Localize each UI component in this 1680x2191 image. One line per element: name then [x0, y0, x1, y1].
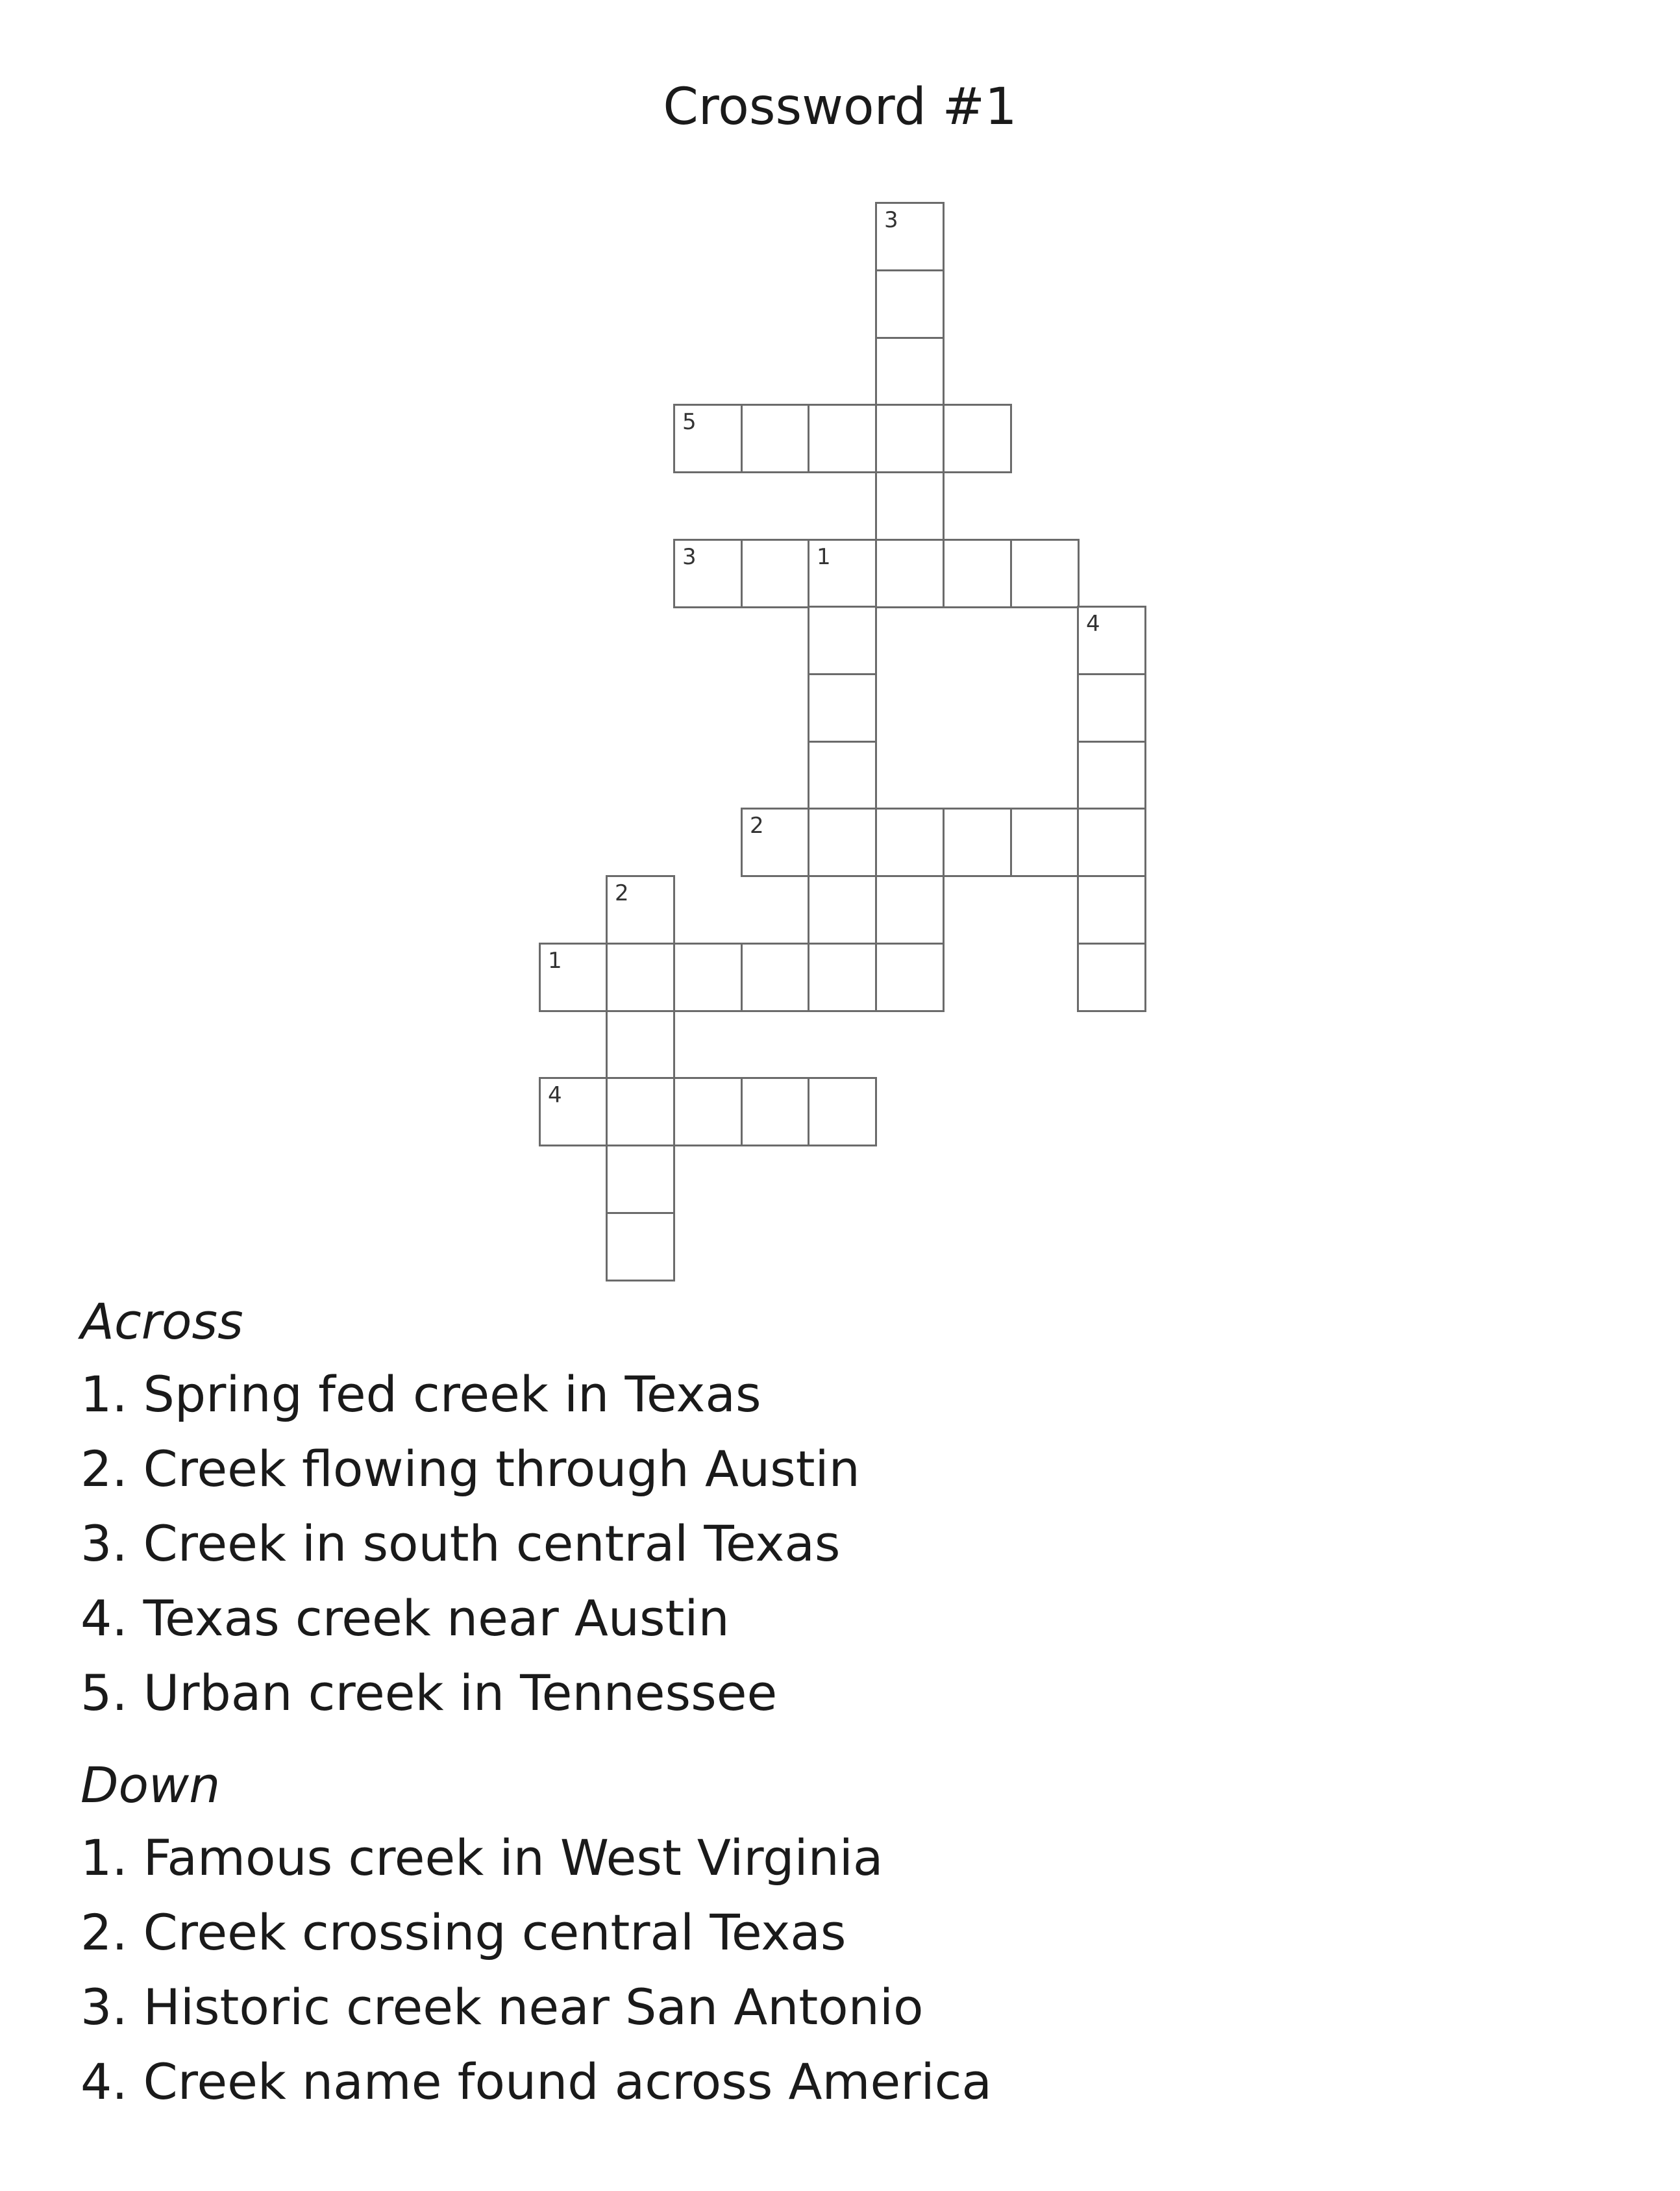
grid-cell[interactable] — [808, 539, 877, 608]
grid-cell[interactable] — [673, 943, 743, 1012]
clue-number: 3 — [884, 207, 898, 233]
across-heading: Across — [80, 1293, 243, 1350]
grid-cell[interactable] — [875, 875, 945, 945]
grid-cell[interactable] — [808, 606, 877, 675]
grid-cell[interactable] — [673, 404, 743, 473]
across-clue: 3. Creek in south central Texas — [80, 1515, 841, 1572]
grid-cell[interactable] — [1077, 606, 1146, 675]
grid-cell[interactable] — [741, 539, 810, 608]
grid-cell[interactable] — [606, 875, 675, 945]
grid-cell[interactable] — [943, 404, 1012, 473]
grid-cell[interactable] — [808, 404, 877, 473]
grid-cell[interactable] — [741, 1077, 810, 1146]
grid-cell[interactable] — [606, 1077, 675, 1146]
down-clues — [80, 1751, 1574, 2119]
grid-cell[interactable] — [875, 539, 945, 608]
grid-cell[interactable] — [808, 875, 877, 945]
grid-cell[interactable] — [1077, 741, 1146, 810]
grid-cell[interactable] — [1077, 673, 1146, 743]
grid-cell[interactable] — [606, 943, 675, 1012]
clue-number: 5 — [682, 409, 697, 435]
down-heading: Down — [80, 1756, 221, 1814]
grid-cell[interactable] — [875, 202, 945, 271]
across-clue: 2. Creek flowing through Austin — [80, 1440, 860, 1498]
grid-cell[interactable] — [673, 1077, 743, 1146]
grid-cell[interactable] — [808, 1077, 877, 1146]
grid-cell[interactable] — [1077, 808, 1146, 877]
down-clue: 3. Historic creek near San Antonio — [80, 1978, 924, 2036]
across-clues — [80, 1287, 1574, 1730]
grid-cell[interactable] — [875, 337, 945, 406]
grid-cell[interactable] — [741, 943, 810, 1012]
grid-cell[interactable] — [741, 404, 810, 473]
down-clue: 2. Creek crossing central Texas — [80, 1903, 846, 1961]
clue-number: 2 — [750, 813, 764, 839]
grid-cell[interactable] — [1010, 539, 1080, 608]
grid-cell[interactable] — [808, 943, 877, 1012]
grid-cell[interactable] — [943, 539, 1012, 608]
grid-cell[interactable] — [943, 808, 1012, 877]
grid-cell[interactable] — [741, 808, 810, 877]
grid-cell[interactable] — [875, 269, 945, 339]
grid-cell[interactable] — [875, 404, 945, 473]
grid-cell[interactable] — [808, 808, 877, 877]
grid-cell[interactable] — [673, 539, 743, 608]
grid-cell[interactable] — [539, 943, 608, 1012]
down-clue: 4. Creek name found across America — [80, 2053, 992, 2111]
grid-cell[interactable] — [539, 1077, 608, 1146]
grid-cell[interactable] — [1077, 943, 1146, 1012]
clue-number: 1 — [817, 544, 831, 570]
grid-cell[interactable] — [606, 1010, 675, 1080]
clue-number: 3 — [682, 544, 697, 570]
across-clue: 4. Texas creek near Austin — [80, 1589, 730, 1647]
grid-cell[interactable] — [808, 673, 877, 743]
grid-cell[interactable] — [808, 741, 877, 810]
clue-number: 2 — [615, 880, 629, 906]
grid-cell[interactable] — [875, 471, 945, 541]
across-clue: 5. Urban creek in Tennessee — [80, 1664, 778, 1722]
grid-cell[interactable] — [1077, 875, 1146, 945]
grid-cell[interactable] — [875, 943, 945, 1012]
down-clue: 1. Famous creek in West Virginia — [80, 1829, 883, 1887]
clue-number: 4 — [1086, 611, 1100, 637]
grid-cell[interactable] — [606, 1145, 675, 1214]
page-title: Crossword #1 — [663, 78, 1017, 136]
grid-cell[interactable] — [875, 808, 945, 877]
grid-cell[interactable] — [1010, 808, 1080, 877]
across-clue: 1. Spring fed creek in Texas — [80, 1365, 761, 1423]
grid-cell[interactable] — [606, 1212, 675, 1281]
clue-number: 1 — [548, 948, 562, 974]
clue-number: 4 — [548, 1082, 562, 1108]
